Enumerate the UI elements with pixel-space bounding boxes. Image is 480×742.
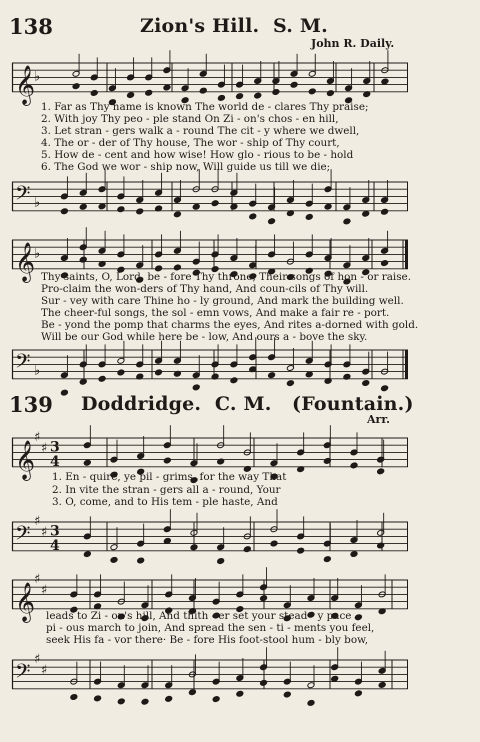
verse-line: 3. O, come, and to His tem - ple haste, And xyxy=(52,496,278,508)
svg-text:3: 3 xyxy=(50,439,60,456)
svg-text:♯: ♯ xyxy=(34,572,41,587)
svg-text:𝄢: 𝄢 xyxy=(15,181,31,210)
verse-line: 2. In vite the stran - gers all a - round, Your xyxy=(52,484,281,496)
svg-text:𝄞: 𝄞 xyxy=(15,241,36,282)
hymn-number: 139 xyxy=(9,392,53,417)
composer-credit: Arr. xyxy=(367,413,390,426)
hymn-title-text: Zion's Hill. xyxy=(140,15,260,37)
svg-text:♭: ♭ xyxy=(34,246,41,262)
hymn-meter: C. M. xyxy=(214,393,272,415)
verse-line: 1. En - quire, ye pil - grims, for the way That xyxy=(52,471,287,483)
svg-text:♯: ♯ xyxy=(41,662,48,678)
staff-bass xyxy=(12,344,408,384)
svg-text:♯: ♯ xyxy=(41,524,48,540)
verse-line: Be - yond the pomp that charms the eyes, And rites a-dorned with gold. xyxy=(41,319,419,331)
svg-text:♯: ♯ xyxy=(34,514,41,529)
svg-text:4: 4 xyxy=(50,453,60,470)
verse-line: The cheer-ful songs, the sol - emn vows, And make a fair re - port. xyxy=(41,307,390,319)
verse-line: Sur - vey with care Thine ho - ly ground, And mark the building well. xyxy=(41,295,404,307)
verse-line: Pro-claim the won-ders of Thy hand, And coun-cils of Thy will. xyxy=(41,283,369,295)
verse-line: leads to Zi - on's hill, And thith - er set your stead - y pace xyxy=(46,610,352,622)
svg-text:𝄞: 𝄞 xyxy=(15,64,36,105)
verse-line: Thy saints, O, Lord, be - fore Thy throne, Their songs of hon - or raise. xyxy=(41,271,412,283)
verse-line: Will be our God while here be - low, And ours a - bove the sky. xyxy=(41,331,368,343)
svg-text:♭: ♭ xyxy=(34,363,41,379)
svg-text:𝄢: 𝄢 xyxy=(15,659,31,688)
svg-text:𝄢: 𝄢 xyxy=(15,349,31,378)
hymn-meter: S. M. xyxy=(272,15,328,37)
svg-text:♯: ♯ xyxy=(41,582,48,598)
staff-bass xyxy=(12,516,408,556)
hymn-title-text: Doddridge. xyxy=(81,393,202,415)
staff-treble xyxy=(12,57,408,105)
hymn-number: 138 xyxy=(9,14,53,39)
composer-credit: John R. Daily. xyxy=(311,37,395,50)
verse-line: 6. The God we wor - ship now, Will guide us till we die; xyxy=(41,161,331,173)
hymn-tune: (Fountain.) xyxy=(292,393,414,415)
svg-text:3: 3 xyxy=(50,523,60,540)
verse-line: 3. Let stran - gers walk a - round The cit - y where we dwell, xyxy=(41,125,360,137)
verse-line: 5. How de - cent and how wise! How glo - rious to be - hold xyxy=(41,149,354,161)
svg-text:♭: ♭ xyxy=(34,195,41,211)
staff-bass xyxy=(12,654,408,694)
svg-text:♯: ♯ xyxy=(34,430,41,445)
hymn-title xyxy=(140,15,328,37)
svg-text:♭: ♭ xyxy=(34,69,41,85)
hymn-title xyxy=(81,393,414,415)
svg-text:4: 4 xyxy=(50,537,60,554)
verse-line: 2. With joy Thy peo - ple stand On Zi - on's chos - en hill, xyxy=(41,113,339,125)
svg-text:♯: ♯ xyxy=(41,440,48,456)
svg-text:𝄞: 𝄞 xyxy=(15,581,36,622)
svg-text:𝄞: 𝄞 xyxy=(15,439,36,480)
svg-text:♯: ♯ xyxy=(34,652,41,667)
verse-line: 1. Far as Thy name is known The world de - clares Thy praise; xyxy=(41,101,369,113)
verse-line: 4. The or - der of Thy house, The wor - ship of Thy court, xyxy=(41,137,340,149)
verse-line: seek His fa - vor there· Be - fore His foot-stool hum - bly bow, xyxy=(46,634,369,646)
svg-text:𝄢: 𝄢 xyxy=(15,521,31,550)
verse-line: pi - ous march to join, And spread the sen - ti - ments you feel, xyxy=(46,622,375,634)
staff-bass xyxy=(12,176,408,216)
